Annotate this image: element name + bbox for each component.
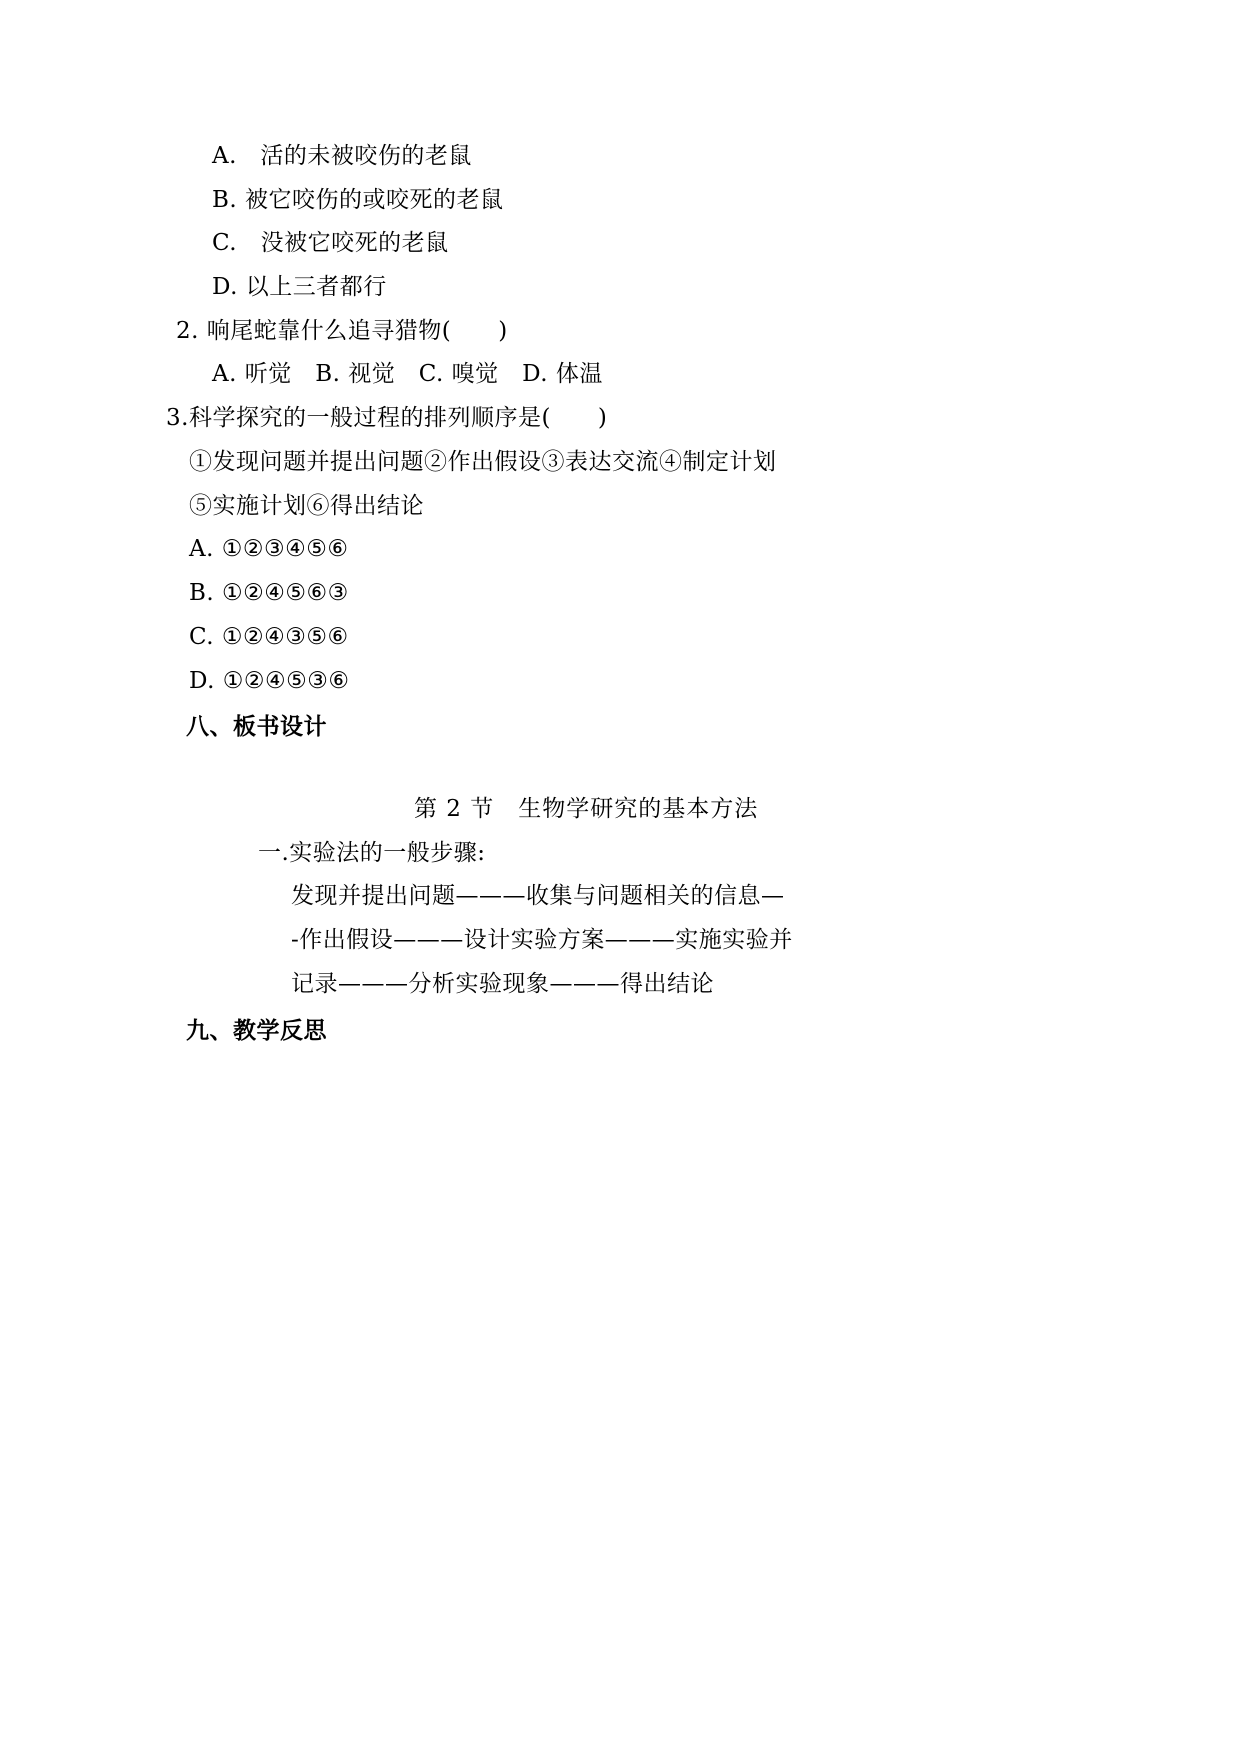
q1-option-c: C. 没被它咬死的老鼠 xyxy=(212,230,449,256)
q1-option-d: D. 以上三者都行 xyxy=(212,274,387,300)
q3-steps-line1: ①发现问题并提出问题②作出假设③表达交流④制定计划 xyxy=(189,449,777,475)
q2-options: A. 听觉 B. 视觉 C. 嗅觉 D. 体温 xyxy=(212,361,603,387)
q3-option-a: A. ①②③④⑤⑥ xyxy=(189,536,349,562)
q3-option-c: C. ①②④③⑤⑥ xyxy=(189,624,349,650)
q3-steps-line2: ⑤实施计划⑥得出结论 xyxy=(189,493,424,519)
section9-heading: 九、教学反思 xyxy=(186,1018,327,1044)
section8-step-line3: 记录———分析实验现象———得出结论 xyxy=(291,971,714,997)
section8-heading: 八、板书设计 xyxy=(186,714,327,740)
section8-subheading: 一.实验法的一般步骤: xyxy=(258,840,486,866)
section8-step-line2: -作出假设———设计实验方案———实施实验并 xyxy=(291,927,793,953)
q3-option-b: B. ①②④⑤⑥③ xyxy=(189,580,349,606)
q3-stem: 3.科学探究的一般过程的排列顺序是( ) xyxy=(166,405,608,431)
q3-option-d: D. ①②④⑤③⑥ xyxy=(189,668,350,694)
q2-stem: 2. 响尾蛇靠什么追寻猎物( ) xyxy=(176,318,508,344)
q1-option-a: A. 活的未被咬伤的老鼠 xyxy=(212,143,472,169)
q1-option-b: B. 被它咬伤的或咬死的老鼠 xyxy=(212,187,504,213)
section8-lesson-title: 第 2 节 生物学研究的基本方法 xyxy=(414,796,759,822)
section8-step-line1: 发现并提出问题———收集与问题相关的信息— xyxy=(291,883,785,909)
